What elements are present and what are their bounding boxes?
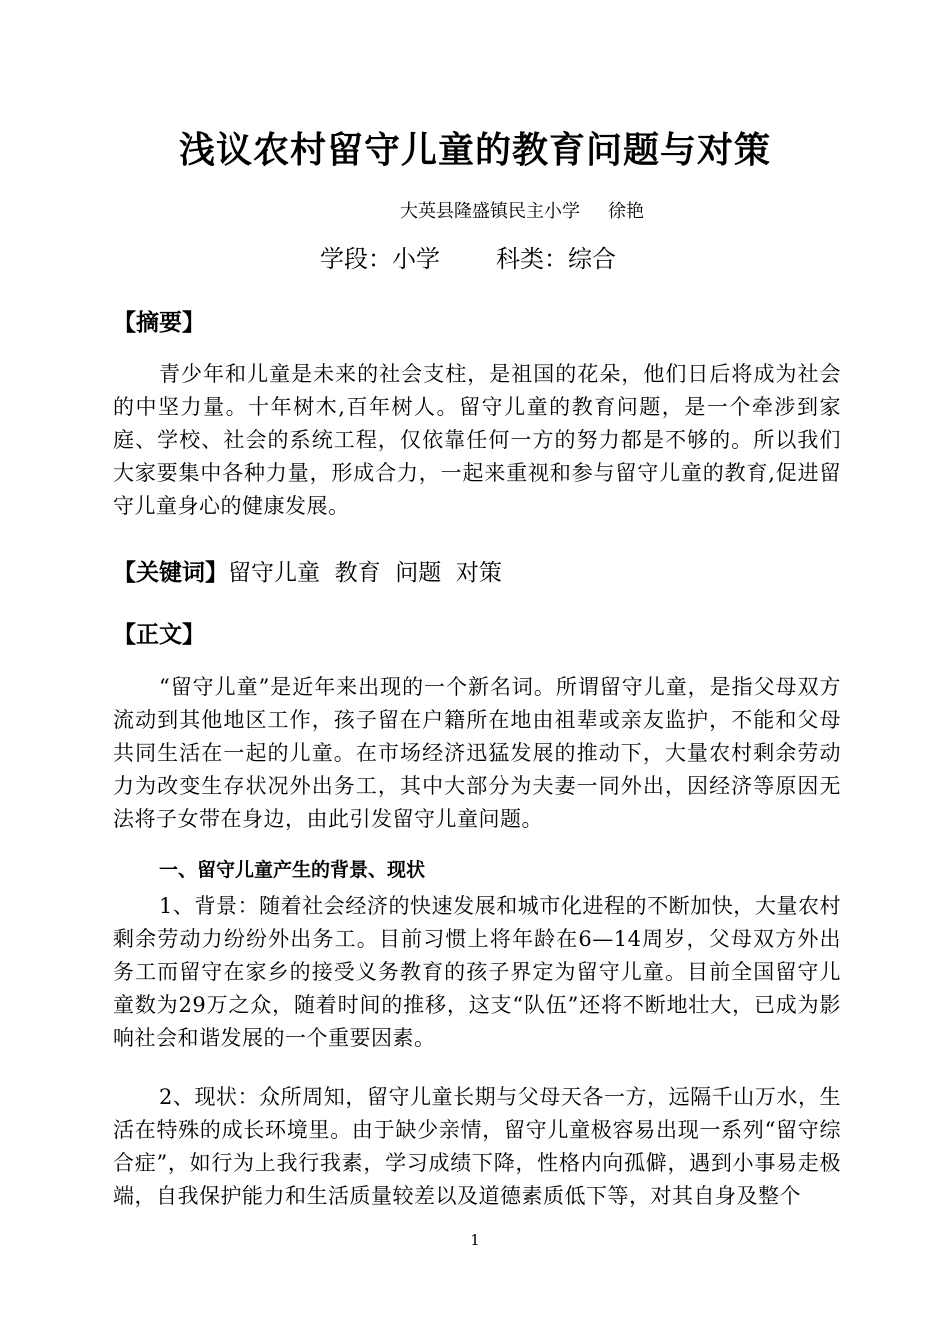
stage-subject-line xyxy=(320,241,616,277)
subject-label: 科类：综合 xyxy=(496,245,616,273)
author-name: 徐艳 xyxy=(608,201,644,222)
abstract-paragraph: 青少年和儿童是未来的社会支柱，是祖国的花朵，他们日后将成为社会的中坚力量。十年树木,百年树人。留守儿童的教育问题，是一个牵涉到家庭、学校、社会的系统工程，仅依靠任何一方的努力都是不够的。所以我们大家要集中各种力量，形成合力，一起来重视和参与留守儿童的教育,促进留守儿童身心的健康发展。 xyxy=(113,362,841,518)
abstract-heading: 【摘要】 xyxy=(113,310,205,336)
stage-label: 学段：小学 xyxy=(320,245,440,273)
status-paragraph: 2、现状：众所周知，留守儿童长期与父母天各一方，远隔千山万水，生活在特殊的成长环境里。由于缺少亲情，留守儿童极容易出现一系列“留守综合症”，如行为上我行我素，学习成绩下降，性格内向孤僻，遇到小事易走极端，自我保护能力和生活质量较差以及道德素质低下等，对其自身及整个 xyxy=(113,1085,841,1208)
background-paragraph: 1、背景：随着社会经济的快速发展和城市化进程的不断加快，大量农村剩余劳动力纷纷外出务工。目前习惯上将年龄在6—14周岁，父母双方外出务工而留守在家乡的接受义务教育的孩子界定为留守儿童。目前全国留守儿童数为29万之众，随着时间的推移，这支“队伍”还将不断地壮大，已成为影响社会和谐发展的一个重要因素。 xyxy=(113,894,841,1050)
document-title: 浅议农村留守儿童的教育问题与对策 xyxy=(178,130,771,171)
keywords-text: 留守儿童 教育 问题 对策 xyxy=(228,560,502,586)
section-heading-1: 一、留守儿童产生的背景、现状 xyxy=(159,859,426,881)
author-line xyxy=(400,198,644,226)
page-number: 1 xyxy=(470,1231,480,1249)
intro-paragraph: “留守儿童”是近年来出现的一个新名词。所谓留守儿童，是指父母双方流动到其他地区工作，孩子留在户籍所在地由祖辈或亲友监护，不能和父母共同生活在一起的儿童。在市场经济迅猛发展的推动下，大量农村剩余劳动力为改变生存状况外出务工，其中大部分为夫妻一同外出，因经济等原因无法将子女带在身边，由此引发留守儿童问题。 xyxy=(113,675,841,831)
body-heading: 【正文】 xyxy=(113,622,205,648)
keywords-line xyxy=(113,556,502,590)
author-school: 大英县隆盛镇民主小学 xyxy=(400,201,580,222)
keywords-heading: 【关键词】 xyxy=(113,560,228,586)
